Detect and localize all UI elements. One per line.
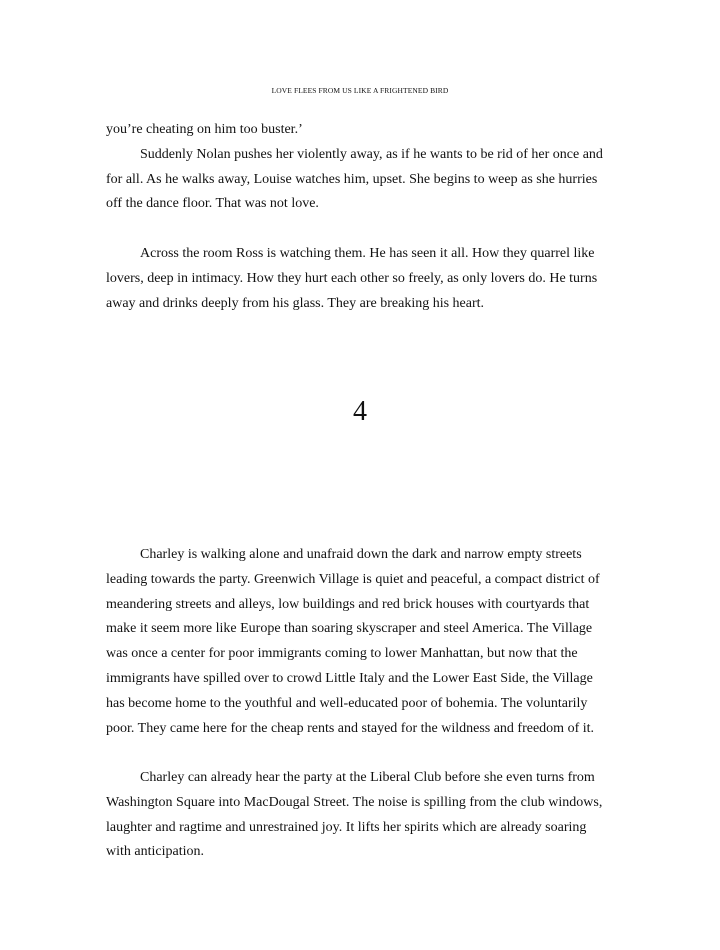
text-block-top [106, 118, 614, 217]
chapter-number: 4 [353, 396, 367, 427]
running-head: LOVE FLEES FROM US LIKE A FRIGHTENED BIRD [271, 86, 449, 95]
text-block-ross [106, 242, 614, 316]
paragraph-nolan: Suddenly Nolan pushes her violently away, as if he wants to be rid of her once and for all. As he walks away, Louise watches him, upset. She begins to weep as she hurries off the dance floor. That was not love. [106, 146, 603, 212]
text-block-charley-party [106, 766, 614, 865]
paragraph-charley-walk: Charley is walking alone and unafraid down the dark and narrow empty streets leading towards the party. Greenwich Village is quiet and peaceful, a compact district of meandering streets and alleys, low buildings and red brick houses with courtyards that make it seem more like Europe than soaring skyscraper and steel America. The Village was once a center for poor immigrants coming to lower Manhattan, but now that the immigrants have spilled over to crowd Little Italy and the Lower East Side, the Village has become home to the youthful and well-educated poor of bohemia. The voluntarily poor. They came here for the cheap rents and stayed for the wildness and freedom of it. [106, 547, 600, 736]
text-block-charley-walk [106, 543, 614, 741]
paragraph-ross: Across the room Ross is watching them. He has seen it all. How they quarrel like lovers, deep in intimacy. How they hurt each other so freely, as only lovers do. He turns away and drinks deeply from his glass. They are breaking his heart. [106, 246, 598, 311]
paragraph-charley-party: Charley can already hear the party at the Liberal Club before she even turns from Washington Square into MacDougal Street. The noise is spilling from the club windows, laughter and ragtime and unrestrained joy. It lifts her spirits which are already soaring with anticipation. [106, 770, 603, 860]
paragraph-continuation: you’re cheating on him too buster.’ [106, 122, 303, 137]
